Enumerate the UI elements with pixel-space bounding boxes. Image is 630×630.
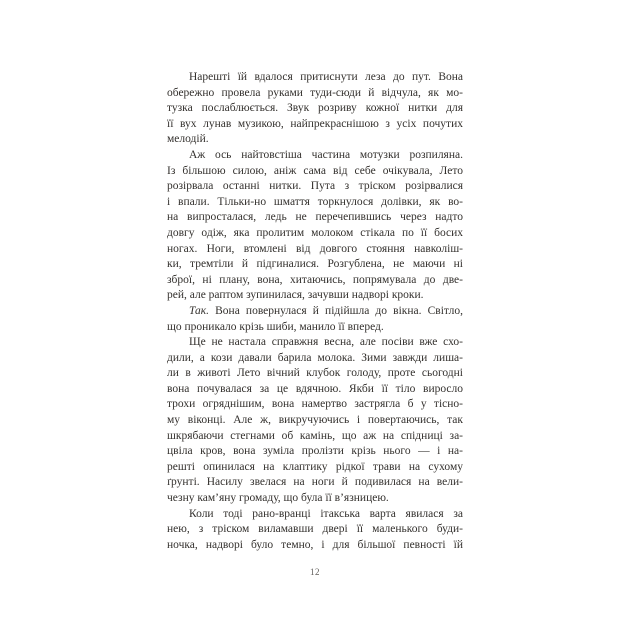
text-line: Нарешті їй вдалося притиснути леза до пут. Вона bbox=[189, 71, 463, 83]
text-line: Ще не настала справжня весна, але посіви вже схо- bbox=[189, 336, 463, 349]
text-line: Так. Вона повернулася й підійшла до вікна. Світло, bbox=[189, 304, 463, 317]
text-line: мелодій. bbox=[167, 133, 209, 146]
text-line: ногах. Ноги, втомлені від довгого стояння навколіш- bbox=[167, 242, 463, 255]
page-text bbox=[167, 70, 463, 553]
text-line: Із більшою силою, аніж сама від себе очікувала, Лето bbox=[167, 164, 463, 177]
text-line: трохи огряднішим, вона намертво застрягла б у тісно- bbox=[167, 398, 463, 411]
text-line: її вух лунав музикою, найпрекраснішою з усіх почутих bbox=[167, 117, 463, 130]
text-line: ли в животі Лето вічний клубок голоду, проте сьогодні bbox=[167, 367, 463, 380]
text-line: розірвала останні нитки. Пута з тріском розірвалися bbox=[167, 180, 463, 193]
text-line: Коли тоді рано-вранці ітакська варта явилася за bbox=[189, 507, 463, 520]
text-line: тузка послаблюється. Звук розриву кожної нитки для bbox=[167, 102, 463, 115]
text-column bbox=[167, 0, 463, 581]
text-line: цвіла кров, вона зуміла пролізти крізь нього — і на- bbox=[167, 445, 463, 458]
text-line: що проникало крізь шиби, манило її вперед. bbox=[167, 320, 384, 333]
text-line: решті опинилася на клаптику рідкої трави на сухому bbox=[167, 460, 463, 473]
text-line: ки, тремтіли й підгиналися. Розгублена, не маючи ні bbox=[167, 258, 463, 271]
text-line: дили, а кози давали барила молока. Зими завжди лиша- bbox=[167, 351, 463, 364]
text-line: зброї, ні плану, вона, хитаючись, попрямувала до две- bbox=[167, 273, 463, 286]
text-line: Аж ось найтовстіша частина мотузки розпиляна. bbox=[189, 148, 463, 161]
text-line: обережно провела руками туди-сюди й відчула, як мо- bbox=[167, 86, 463, 99]
text-line: нею, з тріском виламавши двері її маленького буди- bbox=[167, 523, 463, 536]
text-line: шкрябаючи стегнами об камінь, що аж на спідниці за- bbox=[167, 429, 463, 442]
text-line: на випросталася, ледь не перечепившись через надто bbox=[167, 211, 463, 224]
text-line: рей, але раптом зупинилася, зачувши надворі кроки. bbox=[167, 289, 424, 302]
text-line: довгу одіж, яка пролитим молоком стікала по її босих bbox=[167, 226, 463, 239]
text-line: ґрунті. Насилу звелася на ноги й подивилася на вели- bbox=[167, 476, 463, 489]
page-number: 12 bbox=[310, 567, 320, 578]
italic-lead: Так. bbox=[189, 304, 209, 317]
text-line: і впали. Тільки-но шмаття торкнулося долівки, як во- bbox=[167, 195, 463, 208]
text-line: вона почувалася за це вдячною. Якби її тіло виросло bbox=[167, 382, 463, 395]
text-line: чезну кам’яну громаду, що була її в’язницею. bbox=[167, 492, 389, 505]
text-line: ночка, надворі було темно, і для більшої певності їй bbox=[167, 538, 463, 551]
text-line: му віконці. Але ж, викручуючись і повертаючись, так bbox=[167, 414, 463, 427]
